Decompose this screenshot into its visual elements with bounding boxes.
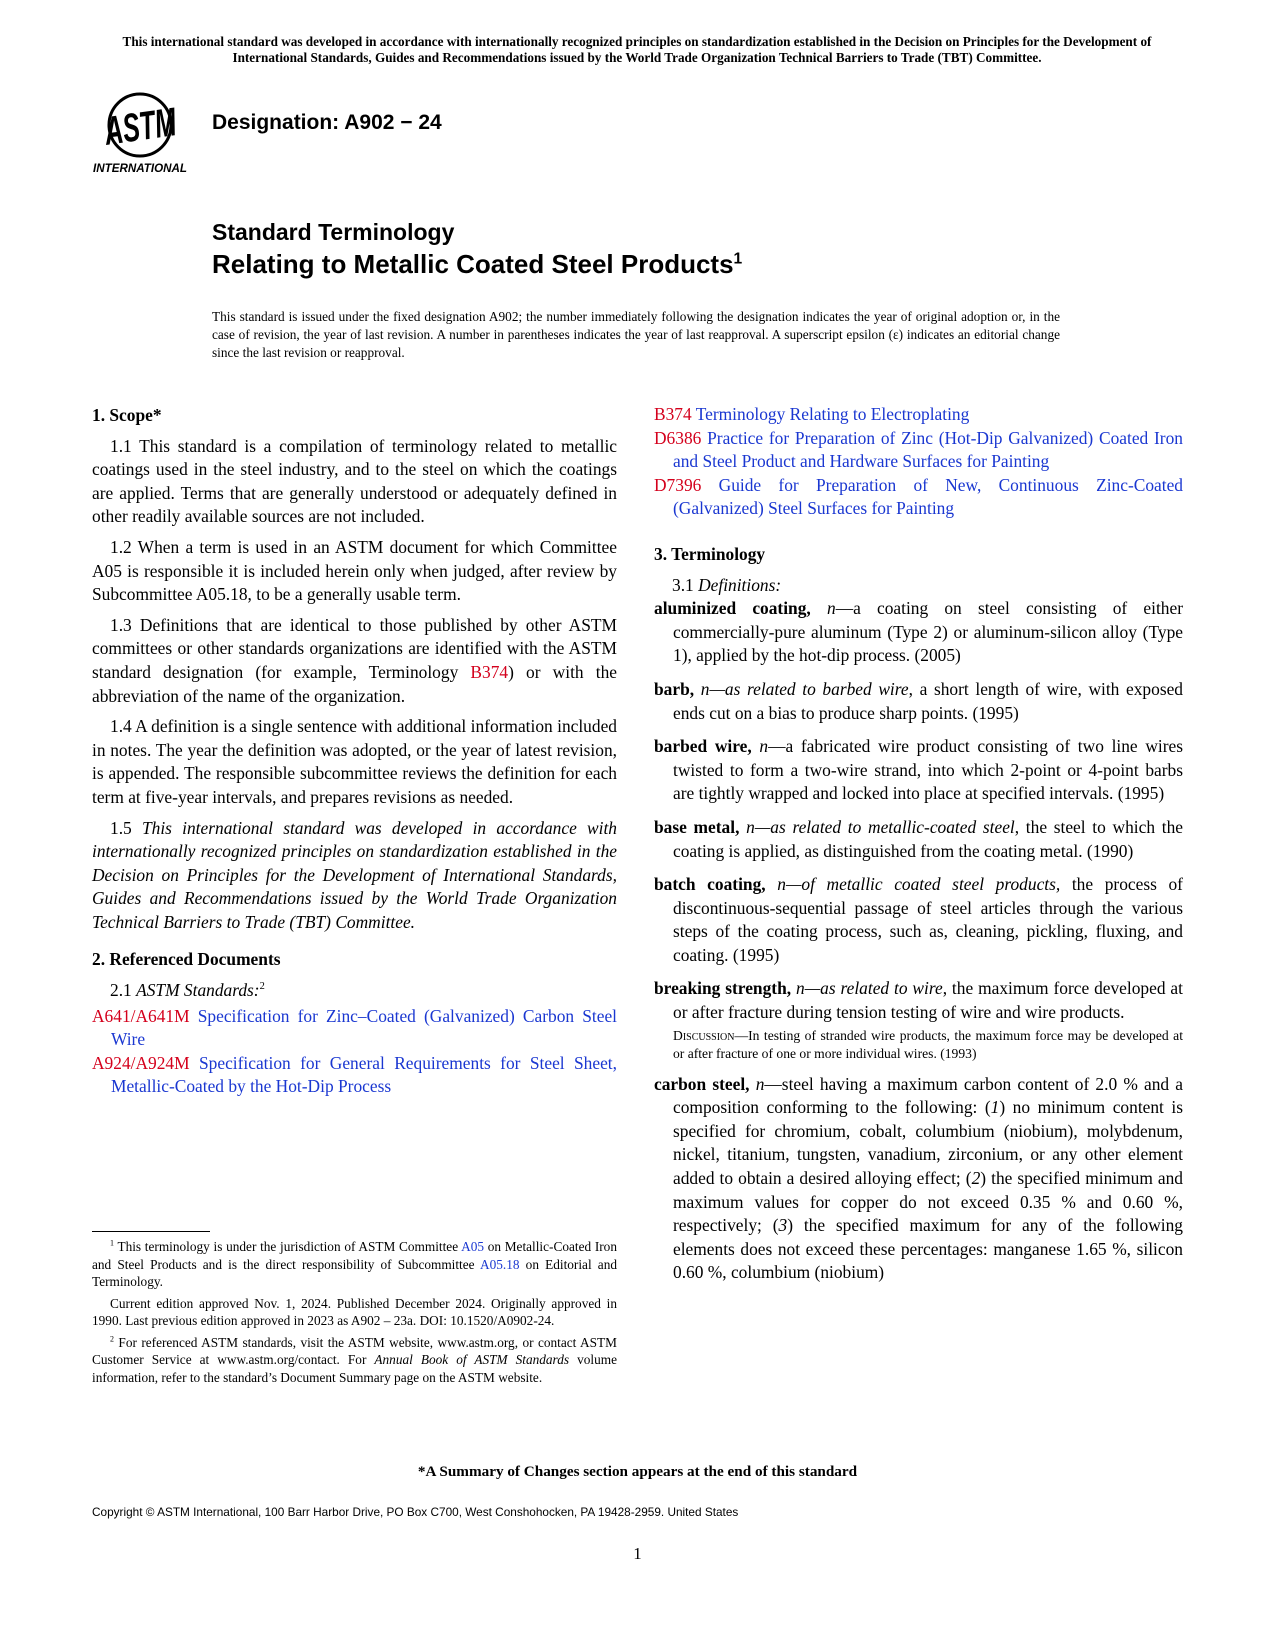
ref-list-right (654, 403, 1183, 521)
scope-1-5 (92, 817, 617, 935)
term-qualifier: —of metallic coated steel products, (785, 874, 1061, 895)
fn1-b: on Metallic-Coated Iron and Steel Products and is the direct responsibility of Subcommittee (92, 1239, 617, 1272)
term-carbon-steel (654, 1073, 1183, 1285)
term-pos: n (746, 816, 755, 837)
title-line-1: Standard Terminology (212, 219, 455, 245)
footnote-rule (92, 1231, 210, 1232)
term-name: carbon steel, (654, 1073, 750, 1094)
cs-def-c: ) the specified minimum and maximum values for copper do not exceed 0.35 % and 0.60 %, respectively; ( (673, 1168, 1183, 1236)
scope-1-3-b: ) or with the abbreviation of the name of the organization. (92, 661, 617, 706)
astm-logo (93, 90, 220, 176)
scope-1-3-a: 1.3 Definitions that are identical to those published by other ASTM committees or other standards organizations are identified with the ASTM standard designation (for example, Terminology (92, 614, 617, 682)
term-barb (654, 678, 1183, 725)
term-barbed-wire (654, 735, 1183, 806)
term-definition: —a fabricated wire product consisting of two line wires twisted to form a two-wire strand, into which 2-point or 4-point barbs are tightly wrapped and locked into place at specified intervals. (1995) (673, 736, 1183, 804)
term-sub-num: 3.1 (672, 574, 699, 595)
term-sub-label: Definitions: (698, 574, 782, 595)
left-column (92, 404, 617, 1099)
b374-link[interactable]: B374 (470, 661, 509, 682)
cs-n3: 3 (778, 1215, 788, 1236)
ref-sub-num: 2.1 (110, 980, 137, 1001)
fn2-b: volume information, refer to the standard’s Document Summary page on the ASTM website. (92, 1352, 617, 1385)
term-batch-coating (654, 873, 1183, 967)
copyright: Copyright © ASTM International, 100 Barr Harbor Drive, PO Box C700, West Conshohocken, PA 19428-2959. United States (92, 1505, 739, 1519)
astm-standards-label (92, 979, 617, 1003)
term-name: batch coating, (654, 874, 766, 895)
term-definition: , a short length of wire, with exposed ends cut on a bias to produce sharp points. (1995) (673, 678, 1184, 723)
term-name: barb, (654, 678, 695, 699)
logo-text: ASTM (101, 94, 220, 154)
ref-item[interactable] (654, 427, 1183, 474)
ref-list-left (92, 1005, 617, 1099)
terminology-heading: 3. Terminology (654, 543, 766, 564)
a05-link[interactable]: A05 (461, 1239, 484, 1254)
page-number: 1 (633, 1544, 642, 1563)
term-definition: , the steel to which the coating is applied, as distinguished from the coating metal. (1990) (673, 816, 1183, 861)
title-line-2 (212, 247, 742, 281)
discussion-note (673, 1027, 1183, 1063)
term-breaking-strength (654, 977, 1183, 1024)
ref-code[interactable]: A924/A924M (92, 1052, 190, 1073)
scope-1-2: 1.2 When a term is used in an ASTM document for which Committee A05 is responsible it is included herein only when judged, after review by Subcommittee A05.18, to be a generally usable term. (92, 536, 617, 605)
fn2-a: For referenced ASTM standards, visit the ASTM website, www.astm.org, or contact ASTM Customer Service at www.astm.org/contact. For (92, 1334, 617, 1367)
scope-1-3 (92, 614, 617, 708)
term-definition: the process of discontinuous-sequential passage of steel articles through the various steps of the coating process, such as, cleaning, pickling, fluxing, and coating. (1995) (673, 874, 1183, 965)
issued-note: This standard is issued under the fixed designation A902; the number immediately following the designation indicates the year of original adoption or, in the case of revision, the year of last revision. A number in parentheses indicates the year of last reapproval. A superscript epsilon (ε) indicates an editorial change since the last revision or reapproval. (212, 309, 1060, 360)
ref-sub-mark: 2 (259, 981, 265, 993)
ref-code[interactable]: B374 (654, 404, 692, 424)
designation: Designation: A902 − 24 (212, 111, 442, 134)
cs-def-d: ) the specified maximum for any of the following elements does not exceed these percentages: manganese 1.65 %, silicon 0.60 %, columbium (niobium) (673, 1215, 1183, 1283)
term-qualifier: —as related to wire (804, 978, 943, 999)
ref-sub-label: ASTM Standards: (136, 980, 260, 1001)
ref-code[interactable]: D7396 (654, 474, 702, 495)
term-base-metal (654, 816, 1183, 863)
fn1-c: on Editorial and Terminology. (92, 1256, 617, 1289)
discussion-text: —In testing of stranded wire products, the maximum force may be developed at or after fracture of one or more individual wires. (1993) (673, 1027, 1183, 1061)
term-definition: —a coating on steel consisting of either commercially-pure aluminum (Type 2) or aluminum-silicon alloy (Type 1), applied by the hot-dip process. (2005) (673, 598, 1183, 666)
definitions-label (654, 574, 1183, 598)
cs-n2: 2 (971, 1168, 981, 1189)
ref-item[interactable] (654, 403, 1183, 427)
term-name: breaking strength, (654, 978, 792, 999)
title-text: Relating to Metallic Coated Steel Products (212, 249, 734, 279)
scope-1-5-num: 1.5 (110, 817, 142, 838)
cs-def-b: ) no minimum content is specified for chromium, cobalt, columbium (niobium), molybdenum, nickel, titanium, tungsten, vanadium, zirconium, or any other element added to obtain a desired alloying effect; ( (673, 1097, 1183, 1189)
term-name: aluminized coating, (654, 598, 811, 619)
fn1-a: This terminology is under the jurisdiction of ASTM Committee (113, 1239, 462, 1254)
ref-item[interactable] (92, 1052, 617, 1099)
term-qualifier: —as related to barbed wire (709, 678, 909, 699)
ref-title[interactable]: Practice for Preparation of Zinc (Hot-Dip Galvanized) Coated Iron and Steel Product and Hardware Surfaces for Painting (673, 427, 1183, 472)
right-column (654, 403, 1183, 1295)
a05-18-link[interactable]: A05.18 (479, 1256, 520, 1272)
title-footnote-mark: 1 (733, 250, 743, 268)
ref-code[interactable]: A641/A641M (92, 1005, 190, 1026)
footnote-1 (92, 1238, 617, 1291)
footnote-edition: Current edition approved Nov. 1, 2024. Published December 2024. Originally approved in 1990. Last previous edition approved in 2023 as A902 – 23a. DOI: 10.1520/A0902-24. (92, 1295, 617, 1328)
term-pos: n (796, 978, 805, 999)
ref-title[interactable]: Terminology Relating to Electroplating (695, 404, 970, 424)
term-pos: n (700, 678, 710, 699)
scope-1-4: 1.4 A definition is a single sentence with additional information included in notes. The year the definition was adopted, or the year of latest revision, is appended. The responsible subcommittee reviews the definition for each term at five-year intervals, and prepares revisions as needed. (92, 716, 617, 807)
term-qualifier: —as related to metallic-coated steel (754, 816, 1015, 837)
discussion-label: Discussion (673, 1027, 735, 1043)
ref-title[interactable]: Specification for Zinc–Coated (Galvanized) Carbon Steel Wire (111, 1005, 617, 1050)
fn2-ital: Annual Book of ASTM Standards (374, 1352, 570, 1367)
term-pos: n (777, 874, 786, 895)
footnotes (92, 1238, 617, 1386)
term-name: barbed wire, (654, 736, 752, 757)
title-block (212, 217, 742, 281)
footnote-2 (92, 1334, 617, 1387)
term-pos: n (759, 736, 769, 757)
cs-n1: 1 (990, 1097, 1000, 1118)
logo-subtext: INTERNATIONAL (93, 163, 187, 175)
top-notice: This international standard was developed in accordance with internationally recognized principles on standardization established in the Decision on Principles for the Development of International Standards, Guides and Recommendations issued by the World Trade Organization Technical Barriers to Trade (TBT) Committee. (122, 34, 1152, 65)
scope-1-5-text: This international standard was developed in accordance with internationally recognized principles on standardization established in the Decision on Principles for the Development of International Standards, Guides and Recommendations issued by the World Trade Organization Technical Barriers to Trade (TBT) Committee. (92, 817, 617, 932)
term-definition: , the maximum force developed at or after fracture during tension testing of wire and wire products. (673, 978, 1183, 1023)
term-aluminized-coating (654, 597, 1183, 668)
term-pos: n (755, 1073, 765, 1094)
cs-def-a: —steel having a maximum carbon content of 2.0 % and a composition conforming to the following: ( (673, 1073, 1183, 1118)
ref-code[interactable]: D6386 (654, 427, 702, 448)
ref-title[interactable]: Specification for General Requirements for Steel Sheet, Metallic-Coated by the Hot-Dip Process (111, 1052, 617, 1097)
referenced-documents-heading: 2. Referenced Documents (92, 949, 281, 970)
ref-item[interactable] (654, 474, 1183, 521)
term-pos: n (826, 598, 836, 619)
ref-title[interactable]: Guide for Preparation of New, Continuous Zinc-Coated (Galvanized) Steel Surfaces for Painting (673, 474, 1183, 519)
term-name: base metal, (654, 816, 740, 837)
scope-1-1: 1.1 This standard is a compilation of terminology related to metallic coatings used in the steel industry, and to the steel on which the coatings are applied. Terms that are generally understood or adequately defined in other readily available sources are not included. (92, 435, 617, 527)
ref-item[interactable] (92, 1005, 617, 1052)
fn1-mark: 1 (110, 1238, 114, 1248)
fn2-mark: 2 (110, 1334, 114, 1344)
summary-note: *A Summary of Changes section appears at the end of this standard (417, 1463, 858, 1480)
scope-heading: 1. Scope* (92, 405, 162, 425)
